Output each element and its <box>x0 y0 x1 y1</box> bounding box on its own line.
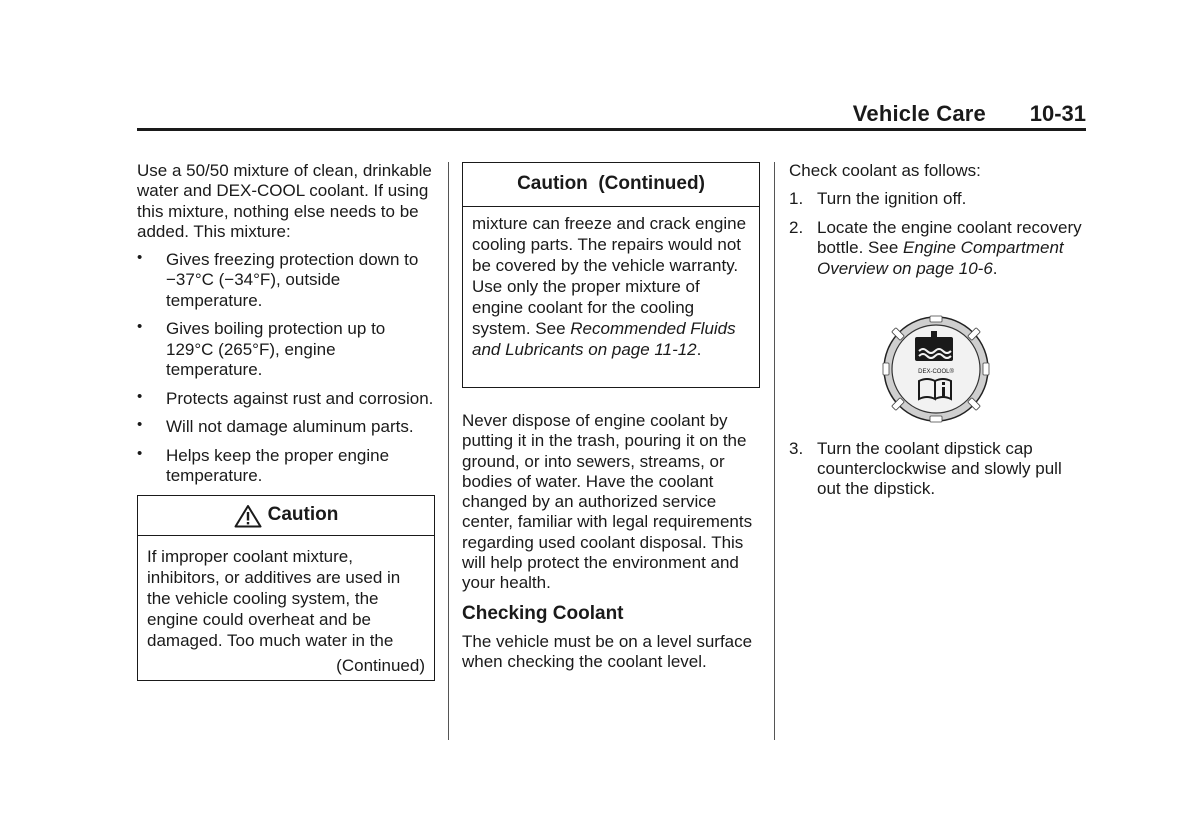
continued-label: (Continued) <box>336 656 425 676</box>
warning-icon <box>234 504 262 528</box>
step-text: Turn the ignition off. <box>817 189 967 209</box>
punctuation: . <box>696 340 702 359</box>
column-3 <box>789 161 1089 508</box>
caution-body <box>463 207 759 366</box>
mixture-benefits-list <box>137 250 435 487</box>
list-item: • Gives freezing protection down to −37°C (−34°F), outside temperature. <box>137 250 435 311</box>
caution-title: Caution <box>267 504 339 526</box>
list-item <box>789 189 1089 209</box>
step-number: 2. <box>789 217 804 237</box>
coolant-cap-icon <box>882 315 990 423</box>
section-heading: Checking Coolant <box>462 602 624 624</box>
caution-box <box>137 495 435 681</box>
step-number: 3. <box>789 438 804 458</box>
cross-reference-link[interactable]: Engine Compartment Overview on page 10-6 <box>817 238 1064 278</box>
cross-reference-link[interactable]: Recommended Fluids and Lubricants on page 11-12 <box>472 319 736 359</box>
list-item: • Will not damage aluminum parts. <box>137 417 435 437</box>
caution-header <box>463 163 759 207</box>
column-1 <box>137 161 435 681</box>
caution-continued-box <box>462 162 760 388</box>
list-item: • Gives boiling protection up to 129°C (265°F), engine temperature. <box>137 319 435 380</box>
list-item <box>789 218 1089 279</box>
page-number: 10-31 <box>1029 101 1086 126</box>
column-divider <box>774 162 775 740</box>
caution-title: Caution (Continued) <box>517 173 705 195</box>
caution-body <box>138 536 434 682</box>
column-divider <box>448 162 449 740</box>
page-header <box>137 101 1086 129</box>
level-paragraph: The vehicle must be on a level surface when checking the coolant level. <box>462 631 753 672</box>
step-text: Locate the engine coolant recovery bottle. See <box>817 217 1082 258</box>
caution-text: If improper coolant mixture, inhibitors, or additives are used in the vehicle cooling system, the engine could overheat and be damaged. Too much water in the <box>147 547 401 651</box>
list-item <box>789 439 1089 500</box>
intro-paragraph: Use a 50/50 mixture of clean, drinkable water and DEX-COOL coolant. If using this mixture, nothing else needs to be added. This mixture: <box>137 161 432 241</box>
disposal-paragraph: Never dispose of engine coolant by putting it in the trash, pouring it on the ground, or into sewers, streams, or bodies of water. Have the coolant changed by an authorized service center, familiar with legal requirements regarding used coolant disposal. This will help protect the environment and your health. <box>462 411 753 593</box>
step-text: Turn the coolant dipstick cap counterclockwise and slowly pull out the dipstick. <box>817 438 1062 499</box>
caution-header <box>138 496 434 536</box>
steps-intro: Check coolant as follows: <box>789 161 981 180</box>
list-item: • Protects against rust and corrosion. <box>137 389 435 409</box>
punctuation: . <box>992 258 998 278</box>
steps-list <box>789 189 1089 279</box>
steps-list <box>789 439 1089 500</box>
list-item: • Helps keep the proper engine temperature. <box>137 446 435 487</box>
cap-label: DEX-COOL® <box>918 369 954 376</box>
section-title: Vehicle Care <box>852 101 986 126</box>
step-number: 1. <box>789 189 804 209</box>
caution-text: mixture can freeze and crack engine cooling parts. The repairs would not be covered by the vehicle warranty. Use only the proper mixture of engine coolant for the cooling system. See <box>472 214 747 338</box>
column-2 <box>462 162 760 681</box>
header-rule <box>137 128 1086 131</box>
